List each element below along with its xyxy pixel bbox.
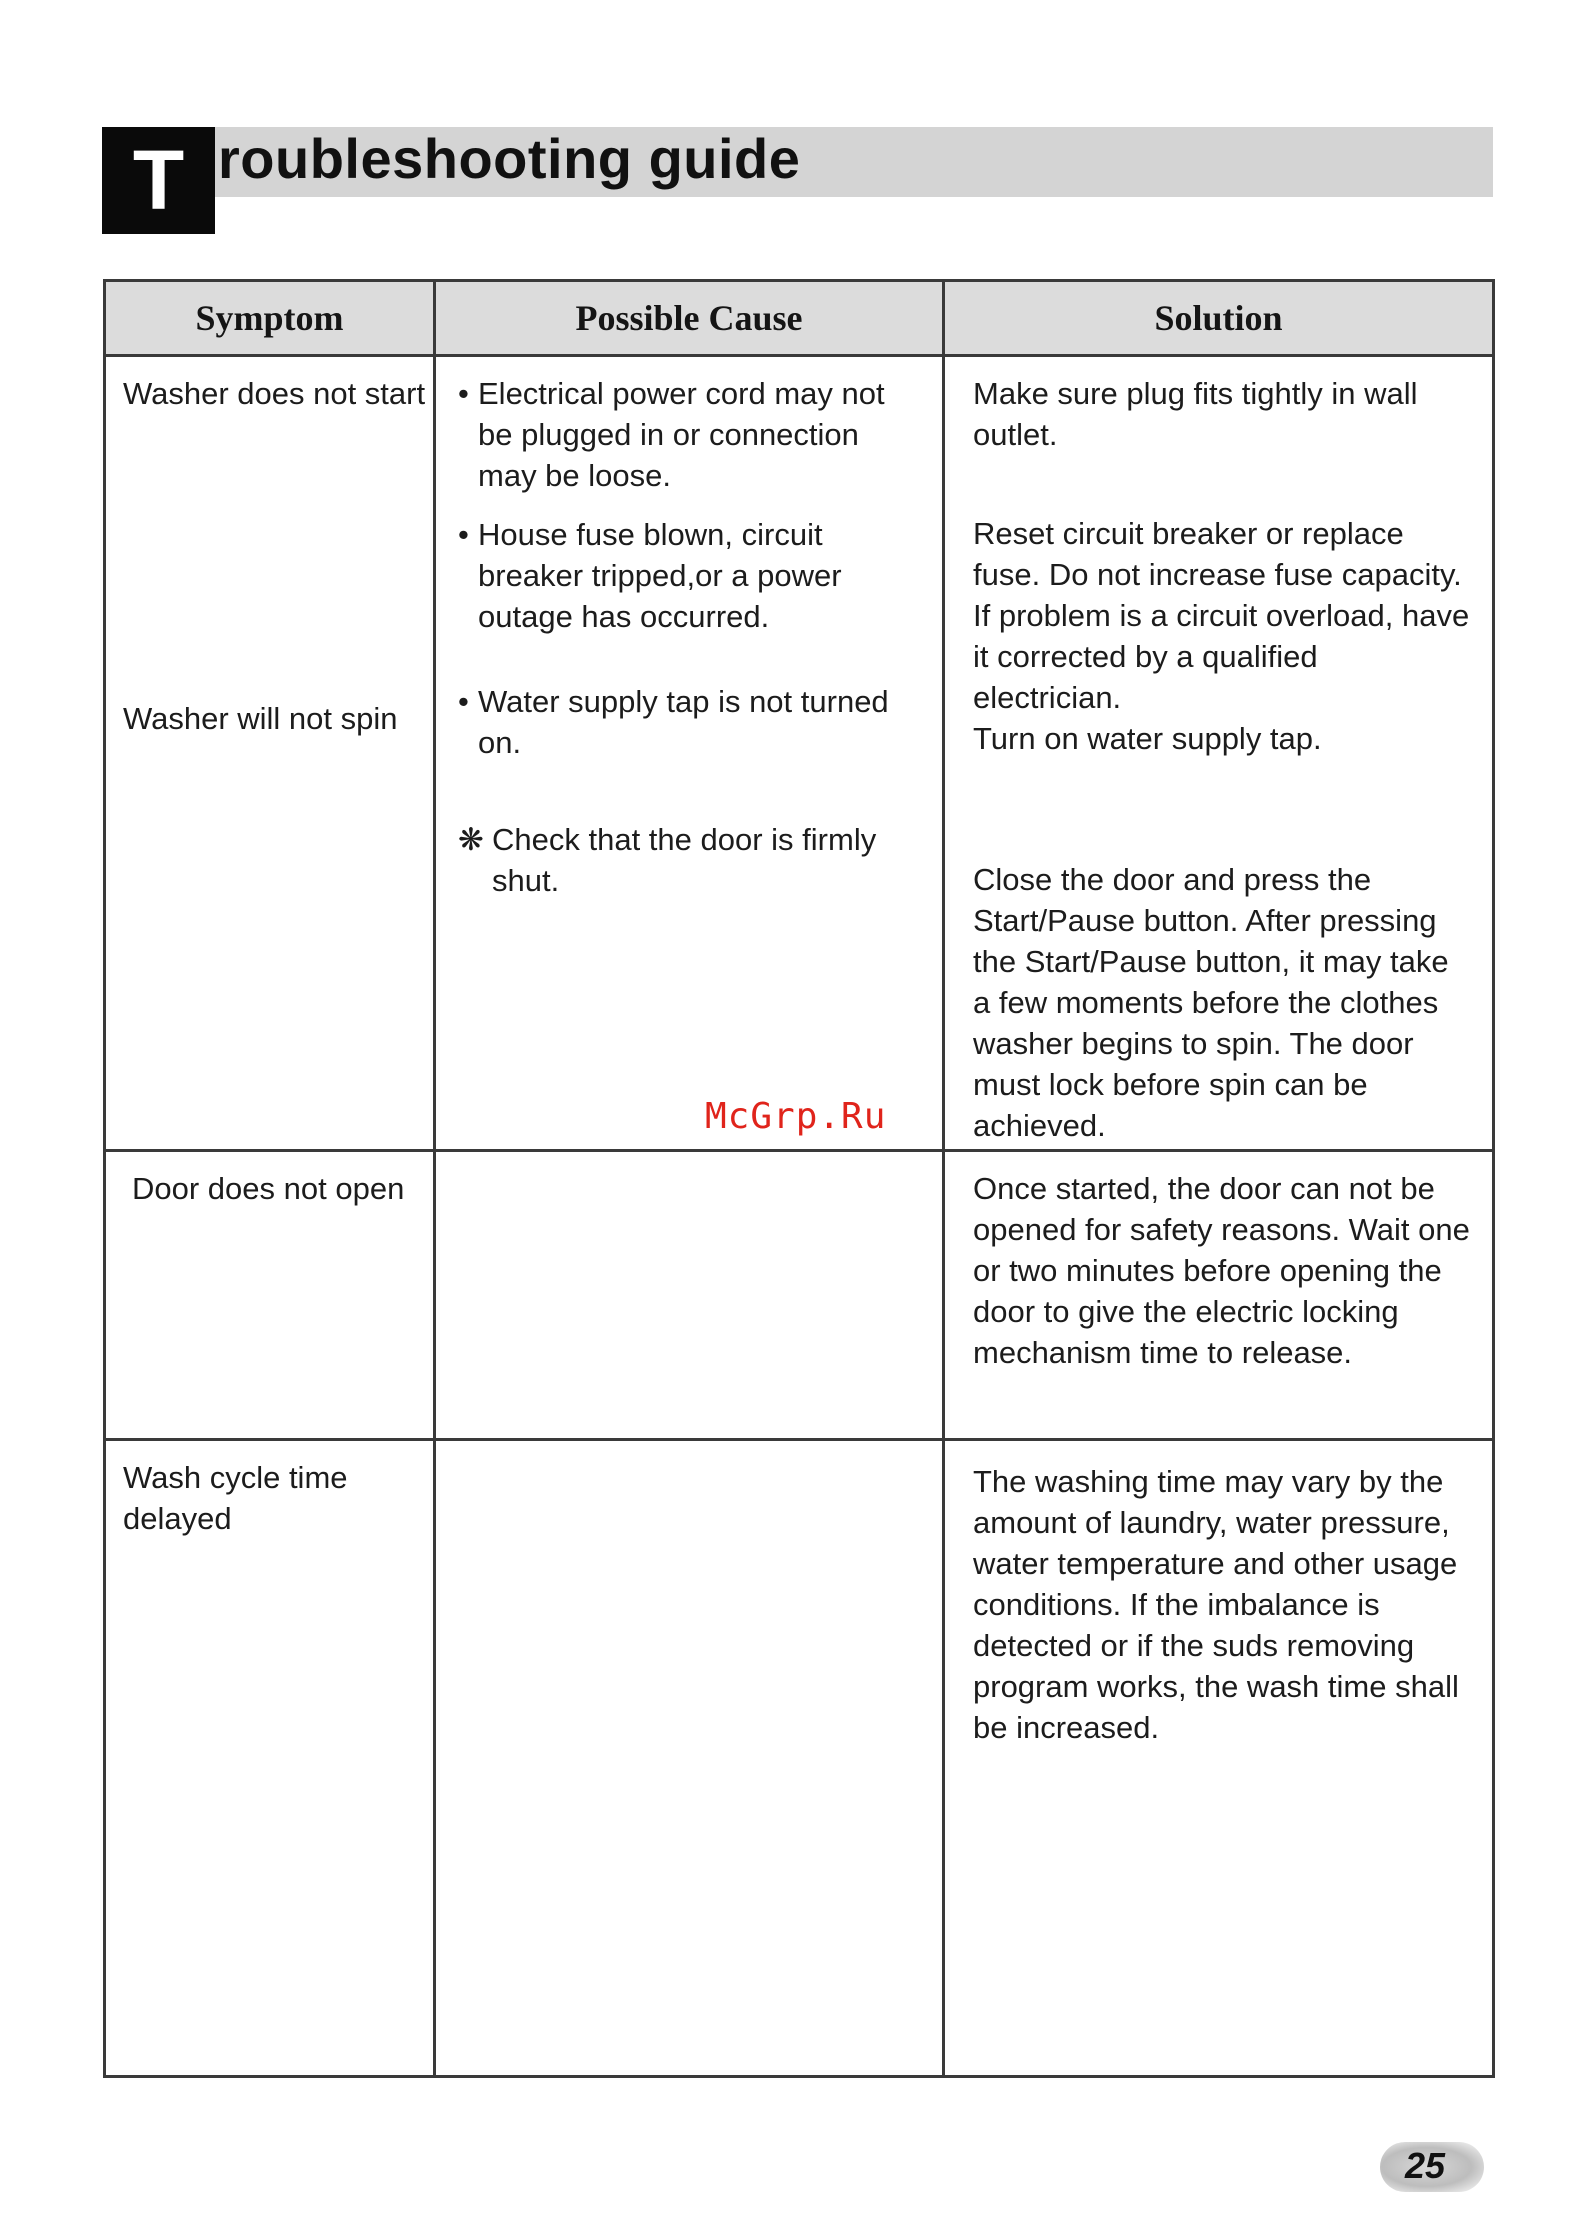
table-row xyxy=(105,356,1494,1151)
solution-text: Reset circuit breaker or replace fuse. Do not increase fuse capacity. If problem is a circuit overload, have it corrected by a qualified electrician. xyxy=(973,516,1470,715)
solution-text: Once started, the door can not be opened for safety reasons. Wait one or two minutes before opening the door to give the electric locking mechanism time to release. xyxy=(973,1171,1470,1370)
cause-text: Check that the door is firmly shut. xyxy=(492,822,877,898)
symptom-text: Washer does not start xyxy=(123,376,426,411)
cause-text: House fuse blown, circuit breaker tripped,or a power outage has occurred. xyxy=(478,517,842,634)
table-row xyxy=(105,1440,1494,2077)
symptom-text: Washer will not spin xyxy=(123,701,398,736)
troubleshooting-table xyxy=(103,279,1495,2078)
page-number-badge xyxy=(1380,2138,1490,2194)
header-symptom: Symptom xyxy=(105,281,435,356)
solution-text: Close the door and press the Start/Pause button. After pressing the Start/Pause button, it may take a few moments before the clothes washer begins to spin. The door must lock before spin can be achieved. xyxy=(973,862,1449,1143)
solution-cell xyxy=(944,1440,1494,2077)
solution-cell xyxy=(944,356,1494,1151)
cause-text: Electrical power cord may not be plugged in or connection may be loose. xyxy=(478,376,885,493)
page-title: roubleshooting guide xyxy=(218,127,801,190)
symptom-text: Wash cycle time delayed xyxy=(123,1460,348,1536)
symptom-cell xyxy=(105,356,435,1151)
bullet-mark: • xyxy=(458,376,469,411)
cause-item xyxy=(458,514,922,637)
bullet-mark: • xyxy=(458,684,469,719)
table-row xyxy=(105,1151,1494,1440)
cause-text xyxy=(436,1441,942,1457)
solution-text: Turn on water supply tap. xyxy=(973,721,1322,756)
cause-cell xyxy=(435,1440,944,2077)
cause-item xyxy=(458,681,922,763)
solution-cell xyxy=(944,1151,1494,1440)
cause-cell xyxy=(435,1151,944,1440)
cause-item xyxy=(458,819,922,901)
cause-text: Water supply tap is not turned on. xyxy=(478,684,889,760)
solution-text: The washing time may vary by the amount of laundry, water pressure, water temperature and other usage conditions. If the imbalance is detected or if the suds removing program works, the wash time shall be increased. xyxy=(973,1464,1459,1745)
header-possible-cause: Possible Cause xyxy=(435,281,944,356)
table-header-row xyxy=(105,281,1494,356)
star-mark-icon: ❋ xyxy=(458,822,484,857)
symptom-text: Door does not open xyxy=(132,1171,405,1206)
cause-cell xyxy=(435,356,944,1151)
title-initial: T xyxy=(132,133,185,227)
cause-text xyxy=(436,1152,942,1168)
watermark-text: McGrp.Ru xyxy=(705,1096,887,1137)
solution-text: Make sure plug fits tightly in wall outlet. xyxy=(973,376,1418,452)
title-initial-box xyxy=(102,127,215,234)
header-solution: Solution xyxy=(944,281,1494,356)
symptom-cell xyxy=(105,1151,435,1440)
bullet-mark: • xyxy=(458,517,469,552)
cause-item xyxy=(458,373,922,496)
page-number: 25 xyxy=(1404,2145,1446,2186)
symptom-cell xyxy=(105,1440,435,2077)
